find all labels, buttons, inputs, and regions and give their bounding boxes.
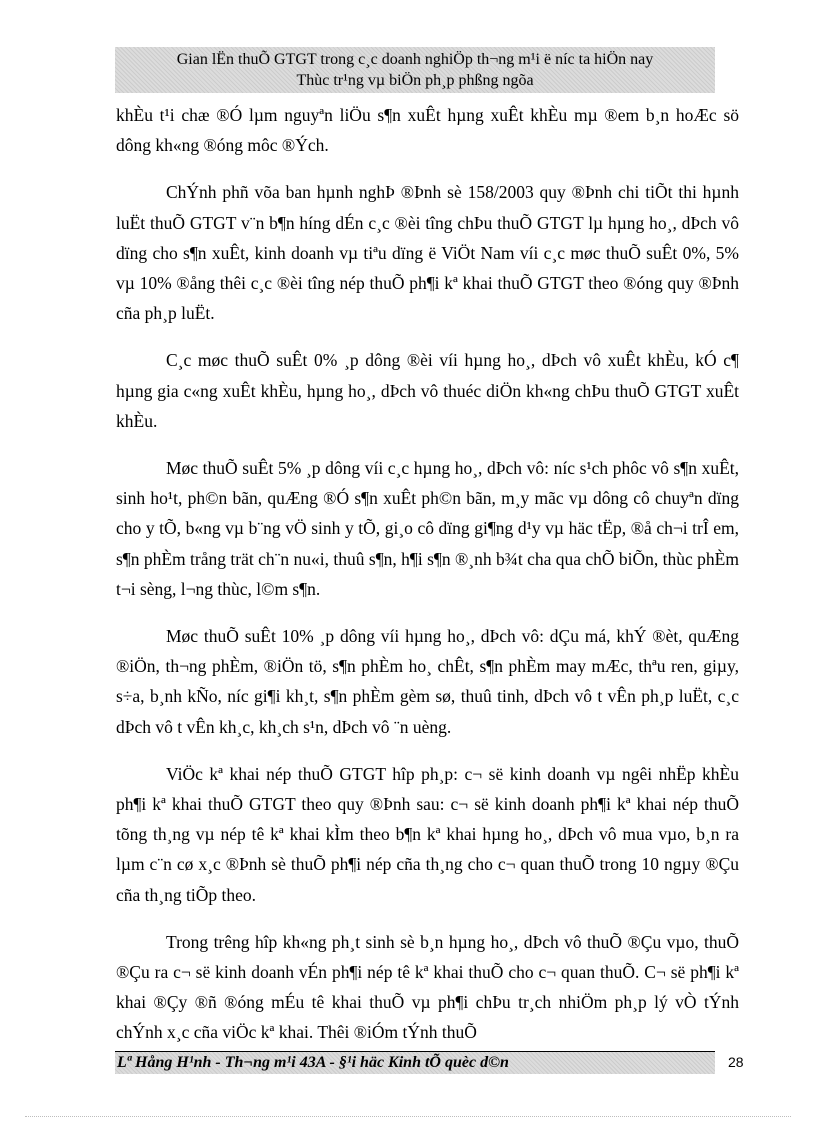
- header-title-line-2: Thùc tr¹ng vµ biÖn ph¸p phßng ngõa: [296, 72, 534, 89]
- page-bottom-border: [25, 1116, 791, 1117]
- paragraph-3: C¸c møc thuÕ suÊt 0% ¸p dông ®èi víi hµng ho¸, dÞch vô xuÊt khÈu, kÓ c¶ hµng gia c«ng xuÊt khÈu, hµng ho¸, dÞch vô thuéc diÖn kh«ng chÞu thuÕ GTGT xuÊt khÈu.: [116, 350, 739, 431]
- paragraph-6: ViÖc kª khai nép thuÕ GTGT hîp ph¸p: c¬ së kinh doanh vµ ngêi nhËp khÈu ph¶i kª khai thuÕ GTGT theo quy ®Þnh sau: c¬ së kinh doanh ph¶i kª khai nép thuÕ tõng th¸ng vµ nép tê kª khai kÌm theo b¶n kª khai hµng ho¸, dÞch vô mua vµo, b¸n ra lµm c¨n cø x¸c ®Þnh sè thuÕ ph¶i nép cña th¸ng cho c¬ quan thuÕ trong 10 ngµy ®Çu cña th¸ng tiÕp theo.: [116, 763, 739, 905]
- paragraph-4: Møc thuÕ suÊt 5% ¸p dông víi c¸c hµng ho¸, dÞch vô: níc s¹ch phôc vô s¶n xuÊt, sinh ho¹t, ph©n bãn, quÆng ®Ó s¶n xuÊt ph©n bãn, m¸y mãc vµ dông cô chuyªn dïng cho y tÕ, b«ng vµ b¨ng vÖ sinh y tÕ, gi¸o cô dïng gi¶ng d¹y vµ häc tËp, ®å ch¬i trÎ em, s¶n phÈm trång trät ch¨n nu«i, thuû s¶n, h¶i s¶n ®¸nh b¾t cha qua chÕ biÕn, thùc phÈm t¬i sèng, l¬ng thùc, l©m s¶n.: [116, 458, 739, 599]
- paragraph-1: khÈu t¹i chæ ®Ó lµm nguyªn liÖu s¶n xuÊt hµng xuÊt khÈu mµ ®em b¸n hoÆc sö dông kh«ng ®óng môc ®Ých.: [116, 105, 739, 156]
- running-header: [115, 47, 715, 93]
- page-number: 28: [728, 1054, 744, 1070]
- running-footer: Lª Hång H¹nh - Th¬ng m¹i 43A - §¹i häc Kinh tÕ quèc d©n: [115, 1051, 715, 1074]
- paragraph-2: ChÝnh phñ võa ban hµnh nghÞ ®Þnh sè 158/2003 quy ®Þnh chi tiÕt thi hµnh luËt thuÕ GTGT v¨n b¶n híng dÉn c¸c ®èi tîng chÞu thuÕ GTGT lµ hµng ho¸, dÞch vô dïng cho s¶n xuÊt, kinh doanh vµ tiªu dïng ë ViÖt Nam víi c¸c møc thuÕ suÊt 0%, 5% vµ 10% ®ång thêi c¸c ®èi tîng nép thuÕ ph¶i kª khai thuÕ GTGT theo ®óng quy ®Þnh cña ph¸p luËt.: [116, 182, 739, 324]
- header-title-line-1: Gian lËn thuÕ GTGT trong c¸c doanh nghiÖp th¬ng m¹i ë níc ta hiÖn nay: [176, 51, 654, 68]
- body-text: [116, 100, 739, 1065]
- paragraph-5: Møc thuÕ suÊt 10% ¸p dông víi hµng ho¸, dÞch vô: dÇu má, khÝ ®èt, quÆng ®iÖn, th¬ng phÈm, ®iÖn tö, s¶n phÈm ho¸ chÊt, s¶n phÈm may mÆc, thªu ren, giµy, s÷a, b¸nh kÑo, níc gi¶i kh¸t, s¶n phÈm gèm sø, thuû tinh, dÞch vô t vÊn ph¸p luËt, c¸c dÞch vô t vÊn kh¸c, kh¸ch s¹n, dÞch vô ¨n uèng.: [116, 626, 739, 737]
- paragraph-7: Trong trêng hîp kh«ng ph¸t sinh sè b¸n hµng ho¸, dÞch vô thuÕ ®Çu vµo, thuÕ ®Çu ra c¬ së kinh doanh vÉn ph¶i nép tê kª khai thuÕ cho c¬ quan thuÕ. C¬ së ph¶i kª khai ®Çy ®ñ ®óng mÉu tê khai thuÕ vµ ph¶i chÞu tr¸ch nhiÖm ph¸p lý vÒ tÝnh chÝnh x¸c cña viÖc kª khai. Thêi ®iÓm tÝnh thuÕ: [116, 931, 739, 1043]
